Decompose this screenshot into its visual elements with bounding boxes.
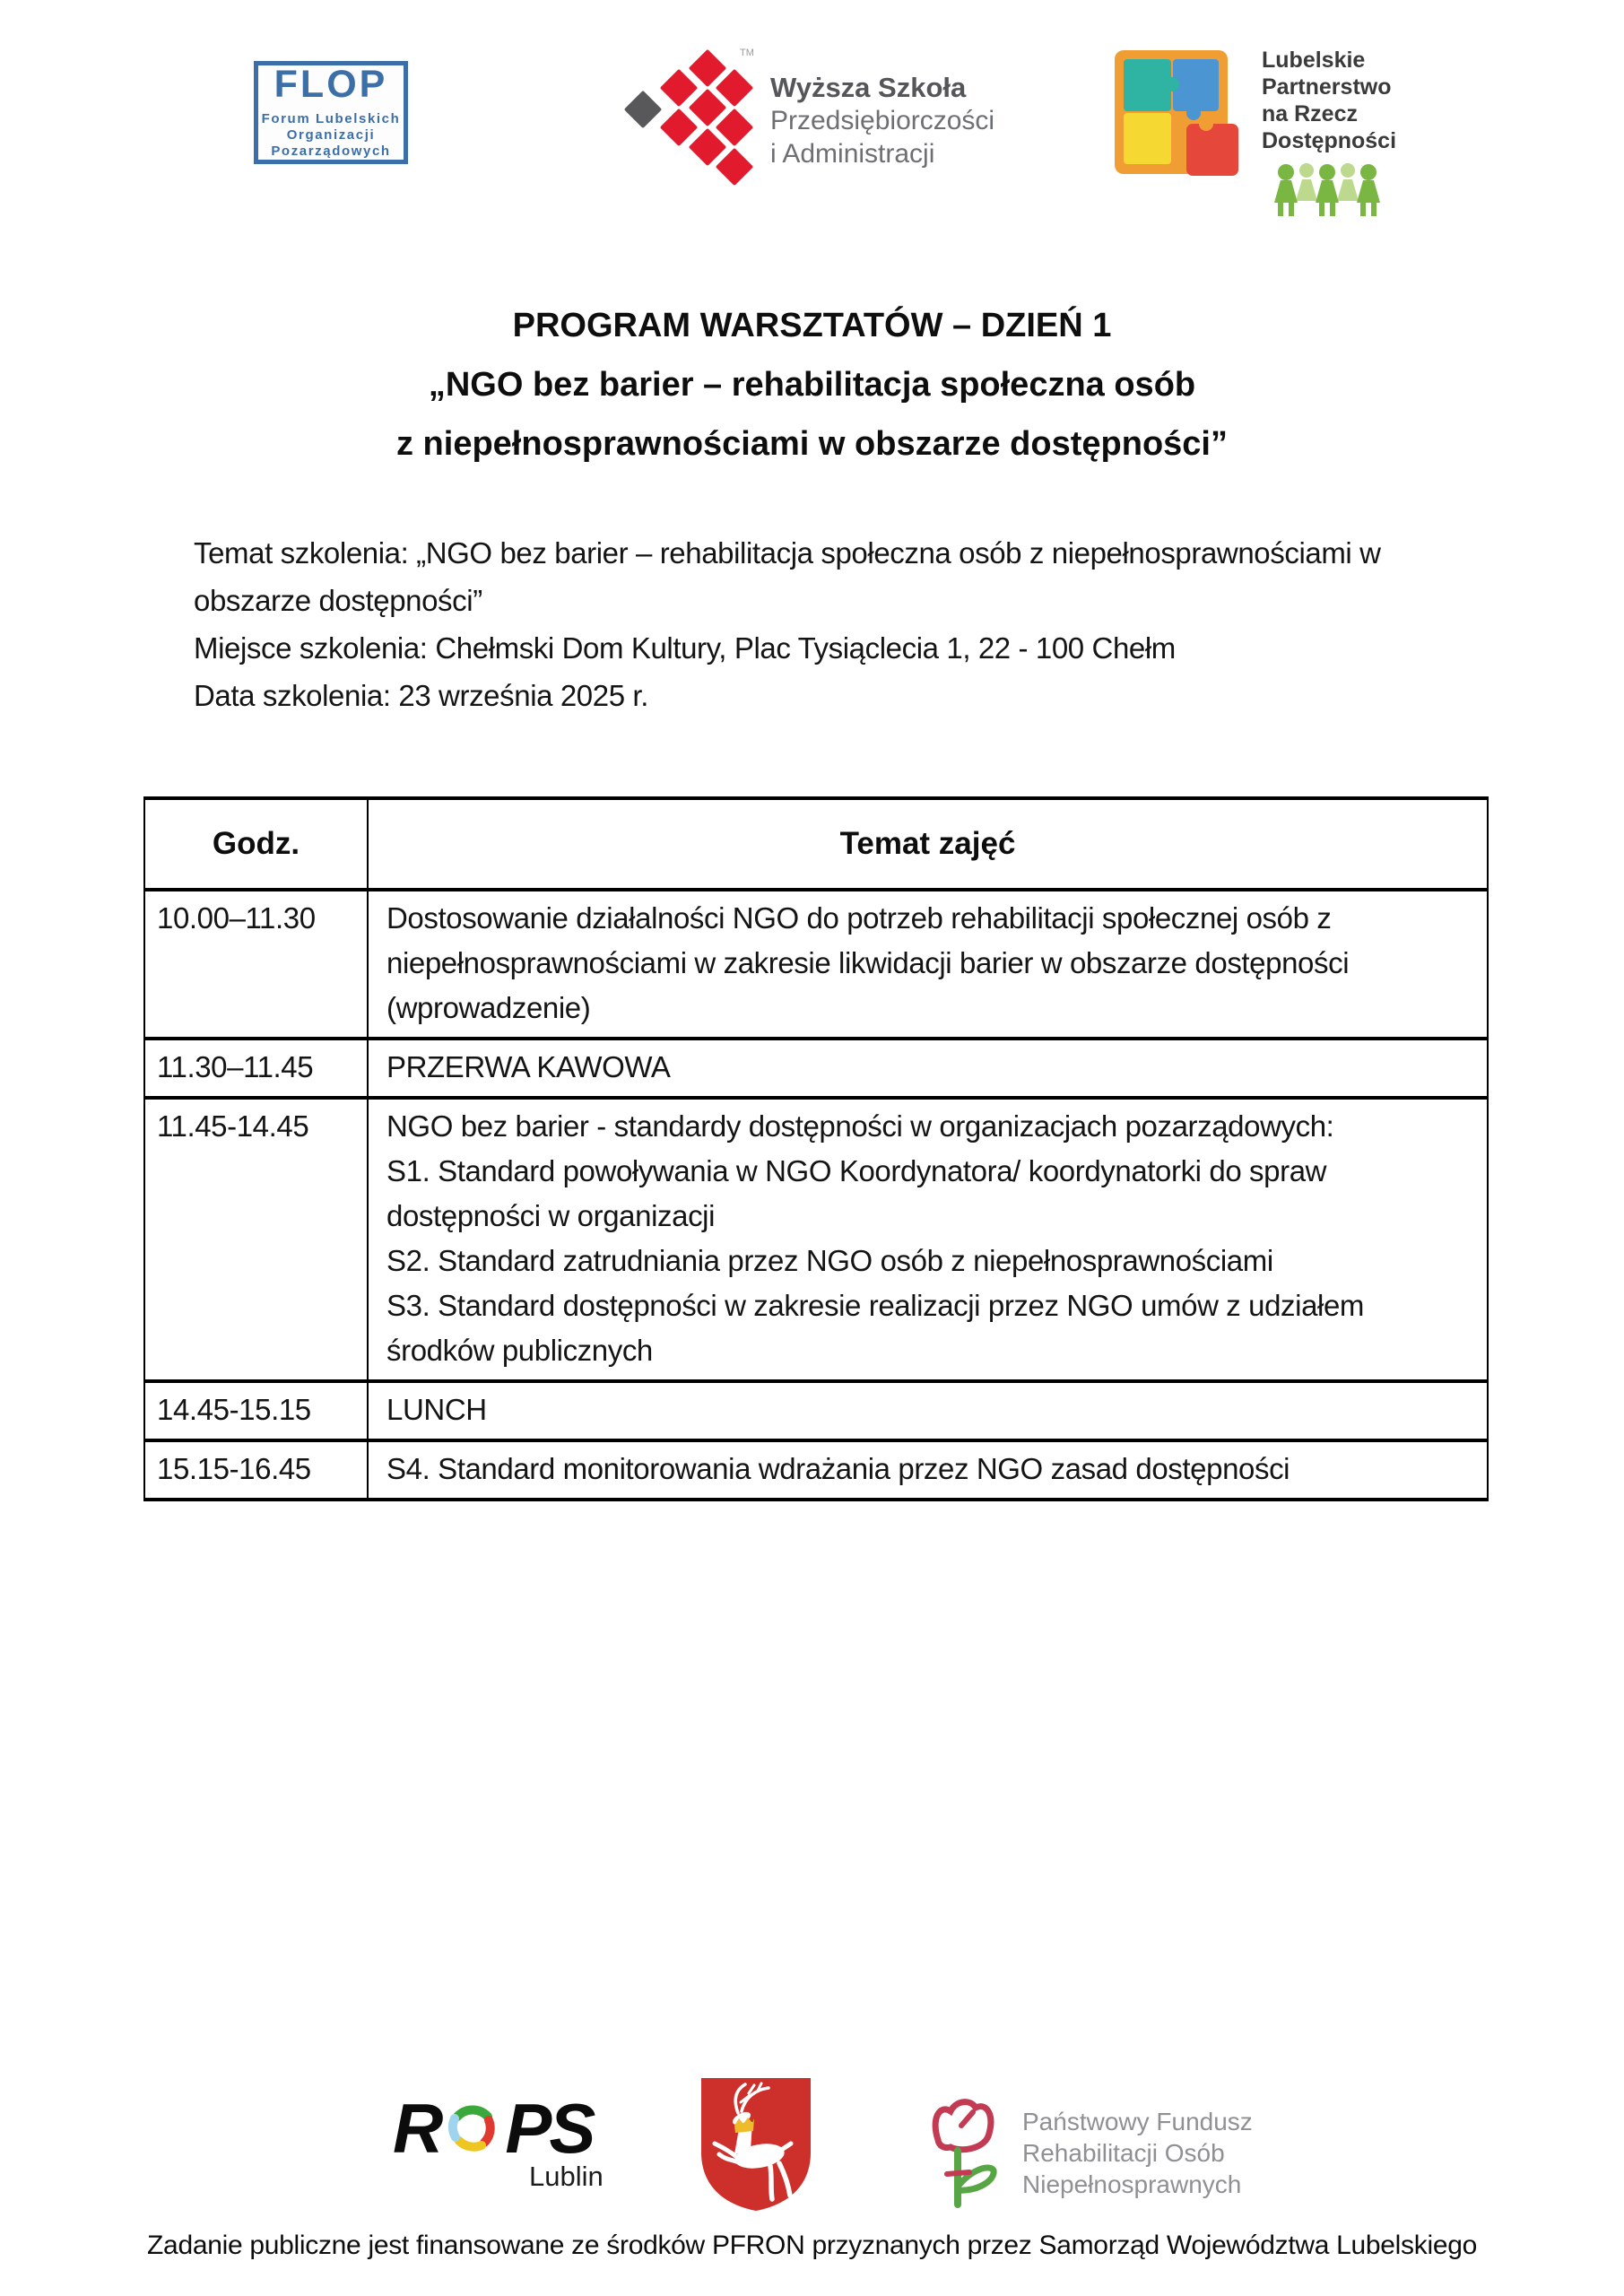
lubelskie-coat-of-arms [697, 2074, 815, 2215]
table-row [144, 1098, 1488, 1381]
topic-line: S2. Standard zatrudniania przez NGO osób z niepełnosprawnościami [386, 1244, 1273, 1277]
puzzle-knob [1165, 77, 1179, 91]
training-details [194, 529, 1467, 719]
pfron-text-line: Państwowy Fundusz [1022, 2108, 1253, 2135]
partnership-text-line: Dostępności [1262, 128, 1397, 153]
rops-circle-icon [443, 2099, 502, 2158]
topic-line: LUNCH [386, 1393, 487, 1426]
wspa-name: Wyższa Szkoła [770, 71, 967, 103]
title-line: z niepełnosprawnościami w obszarze dostępności” [396, 425, 1228, 463]
page-title [0, 296, 1624, 474]
table-row [144, 1039, 1488, 1098]
flop-text-line: Forum Lubelskich [261, 111, 401, 126]
puzzle-piece-blue [1173, 59, 1219, 111]
training-place: Miejsce szkolenia: Chełmski Dom Kultury, Plac Tysiąclecia 1, 22 - 100 Chełm [194, 631, 1176, 665]
table-header-row [144, 798, 1488, 890]
schedule-table [143, 796, 1489, 1501]
flop-acronym: FLOP [274, 63, 388, 106]
partnership-text-line: na Rzecz [1262, 101, 1358, 126]
wspa-text-line: i Administracji [770, 138, 935, 169]
flop-text-line: Organizacji [286, 127, 376, 143]
flop-logo [254, 61, 408, 164]
topic-line: Dostosowanie działalności NGO do potrzeb rehabilitacji społecznej osób z niepełnosprawnościami w zakresie likwidacji barier w obszarze dostępności (wprowadzenie) [386, 901, 1350, 1024]
topic-line: PRZERWA KAWOWA [386, 1050, 671, 1083]
puzzle-knob [1199, 117, 1213, 131]
rops-logo [393, 2089, 604, 2193]
time-cell: 14.45-15.15 [144, 1381, 368, 1440]
topic-cell [368, 1039, 1488, 1098]
rops-letter-r: R [393, 2089, 441, 2168]
wspa-tm-mark: TM [740, 48, 754, 58]
topic-cell [368, 890, 1488, 1039]
header-cell-topic: Temat zajęć [368, 798, 1488, 890]
pfron-text-line: Niepełnosprawnych [1022, 2170, 1242, 2198]
pfron-logo [925, 2095, 1253, 2212]
topic-line: S4. Standard monitorowania wdrażania przez NGO zasad dostępności [386, 1452, 1290, 1485]
header-cell-time: Godz. [144, 798, 368, 890]
rops-city: Lublin [529, 2161, 604, 2192]
partnership-text-line: Partnerstwo [1262, 74, 1392, 100]
schedule-body [144, 890, 1488, 1500]
rops-letters-ps: PS [505, 2089, 594, 2168]
training-topic: Temat szkolenia: „NGO bez barier – rehabilitacja społeczna osób z niepełnosprawnościami w obszarze dostępności” [194, 536, 1381, 617]
puzzle-piece-yellow [1124, 113, 1171, 164]
time-cell: 10.00–11.30 [144, 890, 368, 1039]
topic-cell [368, 1381, 1488, 1440]
time-cell: 11.30–11.45 [144, 1039, 368, 1098]
wspa-logo [621, 45, 994, 188]
title-line: PROGRAM WARSZTATÓW – DZIEŃ 1 [512, 307, 1112, 344]
partnership-text-line: Lubelskie [1262, 48, 1366, 73]
training-date: Data szkolenia: 23 września 2025 r. [194, 679, 648, 712]
puzzle-icon [1115, 47, 1249, 183]
wspa-text-line: Przedsiębiorczości [770, 105, 995, 135]
topic-line: S1. Standard powoływania w NGO Koordynatora/ koordynatorki do spraw dostępności w organizacji [386, 1154, 1327, 1232]
topic-line: S3. Standard dostępności w zakresie realizacji przez NGO umów z udziałem środków publicznych [386, 1289, 1365, 1367]
topic-cell [368, 1098, 1488, 1381]
puzzle-knob [1186, 106, 1201, 120]
wspa-cubes-icon [621, 45, 765, 188]
topic-cell [368, 1440, 1488, 1500]
puzzle-piece-teal [1124, 59, 1171, 111]
pfron-text-line: Rehabilitacji Osób [1022, 2139, 1225, 2167]
tulip-icon [925, 2095, 1008, 2212]
flop-text-line: Pozarządowych [271, 144, 391, 159]
partnership-logo [1115, 47, 1414, 217]
table-row [144, 1440, 1488, 1500]
time-cell: 11.45-14.45 [144, 1098, 368, 1381]
title-line: „NGO bez barier – rehabilitacja społeczna osób [428, 366, 1196, 404]
time-cell: 15.15-16.45 [144, 1440, 368, 1500]
table-row [144, 890, 1488, 1039]
funding-note: Zadanie publiczne jest finansowane ze środków PFRON przyznanych przez Samorząd Województwa Lubelskiego [147, 2231, 1477, 2260]
topic-line: NGO bez barier - standardy dostępności w organizacjach pozarządowych: [386, 1109, 1334, 1143]
puzzle-piece-red [1186, 124, 1238, 176]
people-icon [1262, 160, 1414, 217]
table-row [144, 1381, 1488, 1440]
